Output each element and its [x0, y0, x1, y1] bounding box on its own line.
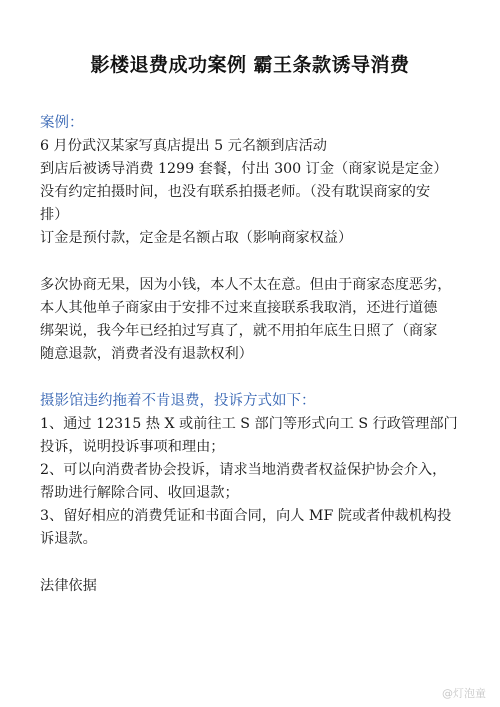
- case-heading: 案例：: [40, 115, 84, 131]
- paragraph-gap: [40, 551, 470, 575]
- negotiation-line: 绑架说，我今年已经拍过写真了，就不用拍年底生日照了（商家: [40, 323, 438, 339]
- paragraph-gap: [40, 366, 470, 390]
- case-line: 6 月份武汉某家写真店提出 5 元名额到店活动: [40, 138, 327, 154]
- negotiation-line: 本人其他单子商家由于安排不过来直接联系我取消，还进行道德: [40, 300, 438, 316]
- complaint-line: 诉退款。: [40, 531, 97, 547]
- case-line: 没有约定拍摄时间，也没有联系拍摄老师。（没有耽误商家的安: [40, 184, 431, 200]
- case-line: 到店后被诱导消费 1299 套餐，付出 300 订金（商家说是定金）: [40, 161, 448, 177]
- page-title: 影楼退费成功案例 霸王条款诱导消费: [90, 54, 410, 76]
- legal-basis-heading: 法律依据: [40, 578, 97, 594]
- watermark: @灯泡童: [442, 687, 486, 700]
- complaint-line: 1、通过 12315 热 X 或前往工 S 部门等形式向工 S 行政管理部门: [40, 416, 458, 432]
- complaint-line: 投诉，说明投诉事项和理由；: [40, 439, 225, 455]
- case-line: 排）: [40, 207, 69, 223]
- complaint-line: 2、可以向消费者协会投诉，请求当地消费者权益保护协会介入，: [40, 462, 447, 478]
- paragraph-gap: [40, 250, 470, 274]
- complaint-heading: 摄影馆违约拖着不肯退费，投诉方式如下：: [40, 393, 316, 409]
- article-body: [40, 112, 470, 598]
- case-line: 订金是预付款，定金是名额占取（影响商家权益）: [40, 230, 353, 246]
- negotiation-line: 多次协商无果，因为小钱，本人不太在意。但由于商家态度恶劣，: [40, 277, 452, 293]
- complaint-line: 帮助进行解除合同、收回退款；: [40, 485, 239, 501]
- complaint-line: 3、留好相应的消费凭证和书面合同，向人 MF 院或者仲裁机构投: [40, 508, 452, 524]
- negotiation-line: 随意退款，消费者没有退款权利）: [40, 346, 253, 362]
